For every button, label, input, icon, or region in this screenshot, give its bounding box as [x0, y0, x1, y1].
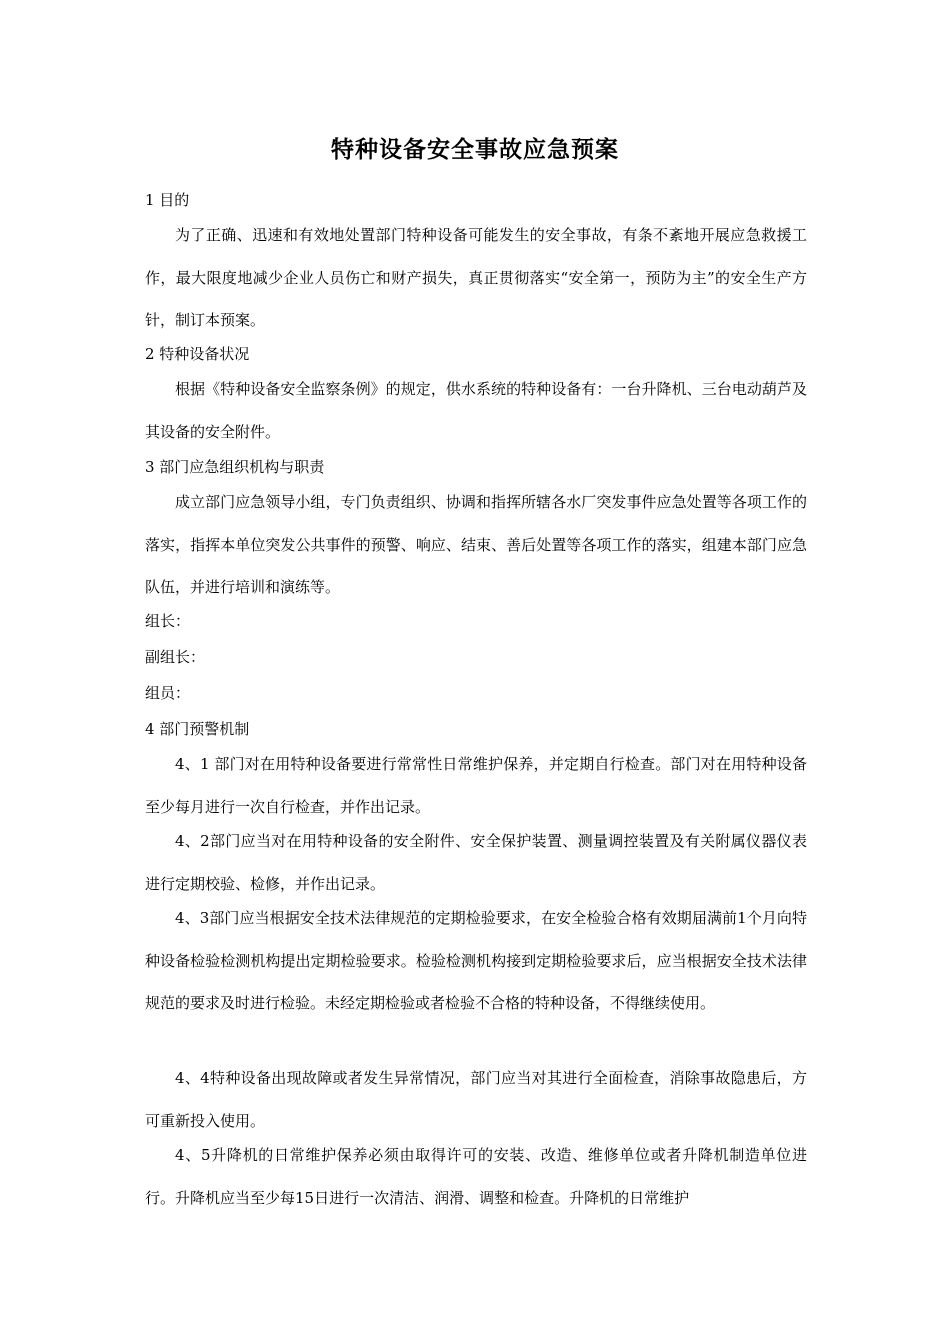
role-deputy-leader: 副组长： — [145, 648, 206, 666]
paragraph-equipment-status: 根据《特种设备安全监察条例》的规定，供水系统的特种设备有：一台升降机、三台电动葫芦及其设备的安全附件。 — [145, 380, 807, 441]
paragraph-4-3: 4、3部门应当根据安全技术法律规范的定期检验要求，在安全检验合格有效期届满前1个月向特种设备检验检测机构提出定期检验要求。检验检测机构接到定期检验要求后，应当根据安全技术法律规范的要求及时进行检验。未经定期检验或者检验不合格的特种设备，不得继续使用。 — [145, 909, 807, 1012]
section-heading-warning-mechanism: 4 部门预警机制 — [145, 720, 250, 738]
document-title: 特种设备安全事故应急预案 — [331, 136, 619, 163]
section-heading-purpose: 1 目的 — [145, 191, 190, 209]
section-heading-equipment-status: 2 特种设备状况 — [145, 345, 250, 363]
section-heading-organization: 3 部门应急组织机构与职责 — [145, 458, 325, 476]
role-leader: 组长： — [145, 612, 191, 630]
paragraph-4-1: 4、1 部门对在用特种设备要进行常常性日常维护保养，并定期自行检查。部门对在用特种设备至少每月进行一次自行检查，并作出记录。 — [145, 755, 807, 816]
paragraph-purpose: 为了正确、迅速和有效地处置部门特种设备可能发生的安全事故，有条不紊地开展应急救援工作，最大限度地减少企业人员伤亡和财产损失，真正贯彻落实“安全第一，预防为主”的安全生产方针，制订本预案。 — [145, 226, 807, 329]
paragraph-4-5: 4、5升降机的日常维护保养必须由取得许可的安装、改造、维修单位或者升降机制造单位进行。升降机应当至少每15日进行一次清洁、润滑、调整和检查。升降机的日常维护 — [145, 1146, 807, 1207]
paragraph-4-2: 4、2部门应当对在用特种设备的安全附件、安全保护装置、测量调控装置及有关附属仪器仪表进行定期校验、检修，并作出记录。 — [145, 832, 807, 893]
paragraph-4-4: 4、4特种设备出现故障或者发生异常情况，部门应当对其进行全面检查，消除事故隐患后，方可重新投入使用。 — [145, 1069, 807, 1130]
paragraph-organization: 成立部门应急领导小组，专门负责组织、协调和指挥所辖各水厂突发事件应急处置等各项工作的落实，指挥本单位突发公共事件的预警、响应、结束、善后处置等各项工作的落实，组建本部门应急队伍，并进行培训和演练等。 — [145, 493, 807, 596]
role-members: 组员： — [145, 684, 191, 702]
